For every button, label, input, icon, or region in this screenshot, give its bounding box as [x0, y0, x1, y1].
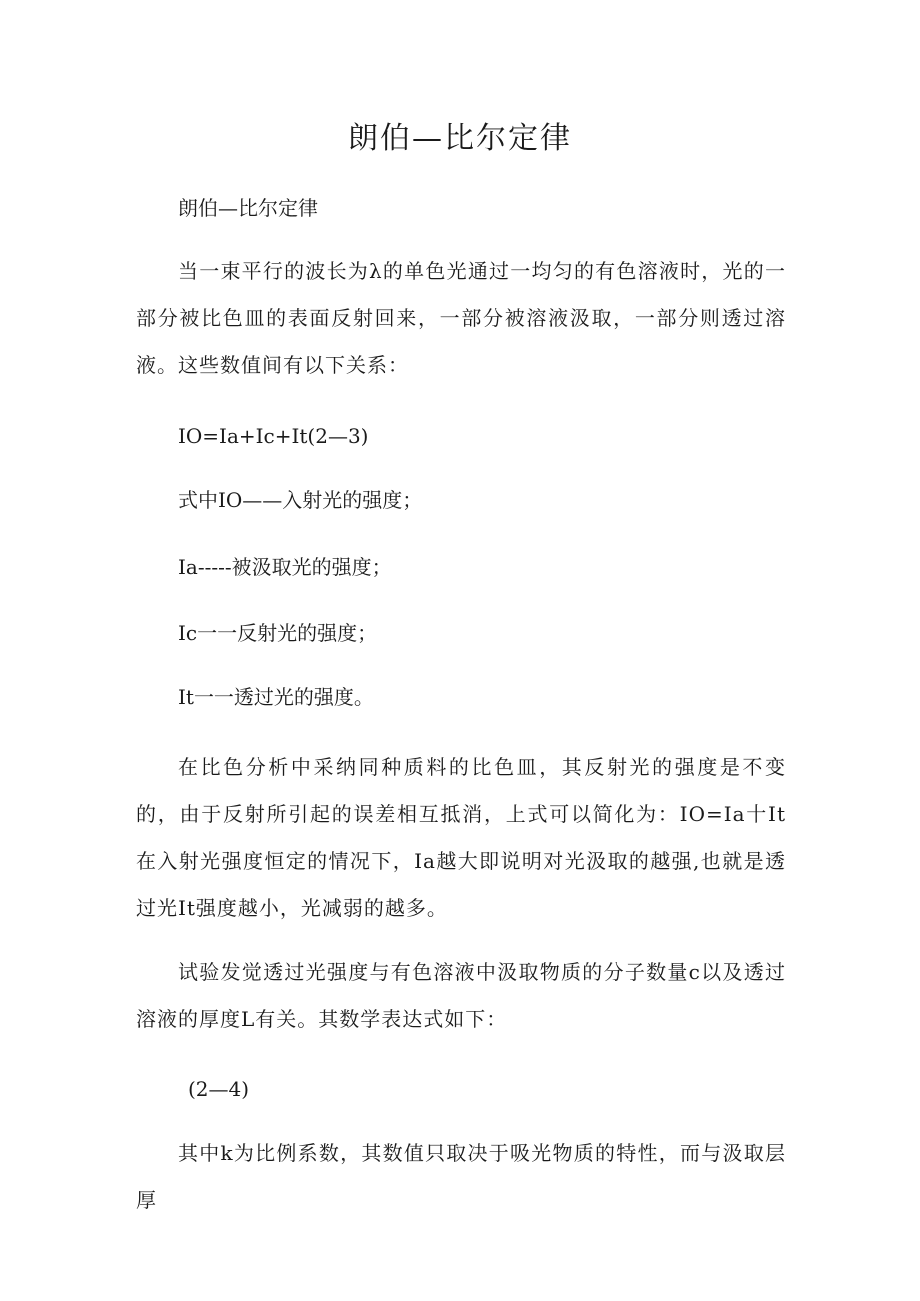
coefficient-paragraph: 其中k为比例系数，其数值只取决于吸光物质的特性，而与汲取层厚 — [136, 1141, 786, 1212]
definition-ia: Ia-----被汲取光的强度； — [178, 555, 392, 579]
definition-it: It一一透过光的强度。 — [178, 685, 374, 709]
definition-io: 式中IO——入射光的强度； — [178, 488, 423, 512]
formula-2-3: IO=Ia+Ic+It(2—3) — [178, 424, 369, 448]
formula-2-4: (2—4) — [188, 1077, 250, 1101]
definition-ic: Ic一一反射光的强度； — [178, 621, 378, 645]
intro-paragraph: 当一束平行的波长为λ的单色光通过一均匀的有色溶液时，光的一部分被比色皿的表面反射回来，一部分被溶液汲取，一部分则透过溶液。这些数值间有以下关系： — [136, 259, 786, 377]
experiment-paragraph: 试验发觉透过光强度与有色溶液中汲取物质的分子数量c以及透过溶液的厚度L有关。其数学表达式如下： — [136, 960, 786, 1031]
section-heading: 朗伯—比尔定律 — [178, 196, 318, 220]
document-title: 朗伯—比尔定律 — [348, 121, 572, 156]
simplification-paragraph: 在比色分析中采纳同种质料的比色皿，其反射光的强度是不变的，由于反射所引起的误差相互抵消，上式可以简化为：IO=Ia十It在入射光强度恒定的情况下，Ia越大即说明对光汲取的越强,也就是透过光It强度越小，光减弱的越多。 — [136, 755, 786, 920]
